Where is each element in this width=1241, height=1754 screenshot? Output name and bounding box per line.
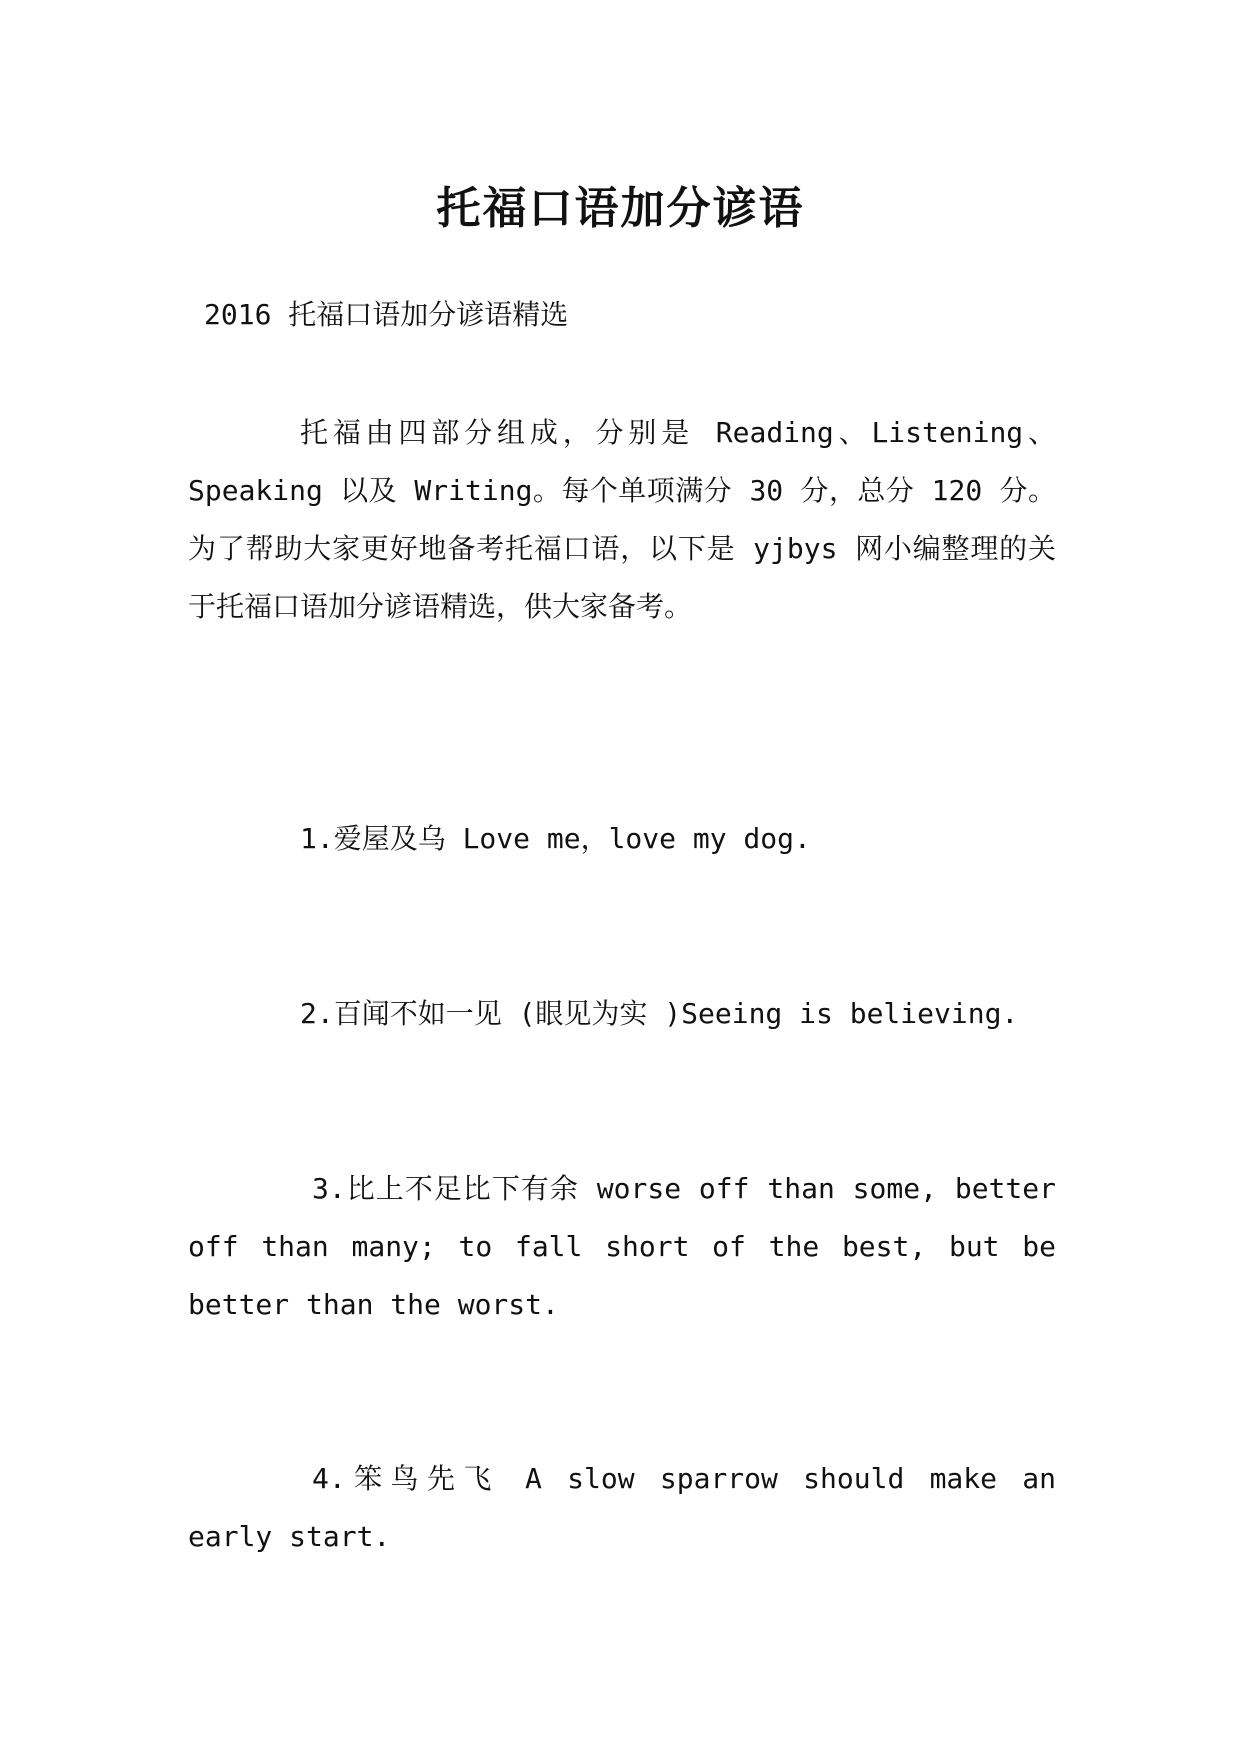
- document-title: 托福口语加分谚语: [436, 183, 805, 235]
- proverb-item: 2.百闻不如一见 (眼见为实 )Seeing is believing.: [300, 997, 1019, 1030]
- intro-paragraph: 托福由四部分组成，分别是 Reading、Listening、Speaking 以及 Writing。每个单项满分 30 分，总分 120 分。为了帮助大家更好地备考托福口语，以下是 yjbys 网小编整理的关于托福口语加分谚语精选，供大家备考。: [188, 416, 1056, 623]
- proverb-item: 1.爱屋及乌 Love me，love my dog.: [300, 822, 811, 855]
- document-subtitle: 2016 托福口语加分谚语精选: [204, 298, 569, 331]
- proverb-item: 3.比上不足比下有余 worse off than some, better off than many; to fall short of the best, but be better than the worst.: [188, 1172, 1056, 1321]
- proverb-item: 4.笨鸟先飞 A slow sparrow should make an early start.: [188, 1462, 1056, 1553]
